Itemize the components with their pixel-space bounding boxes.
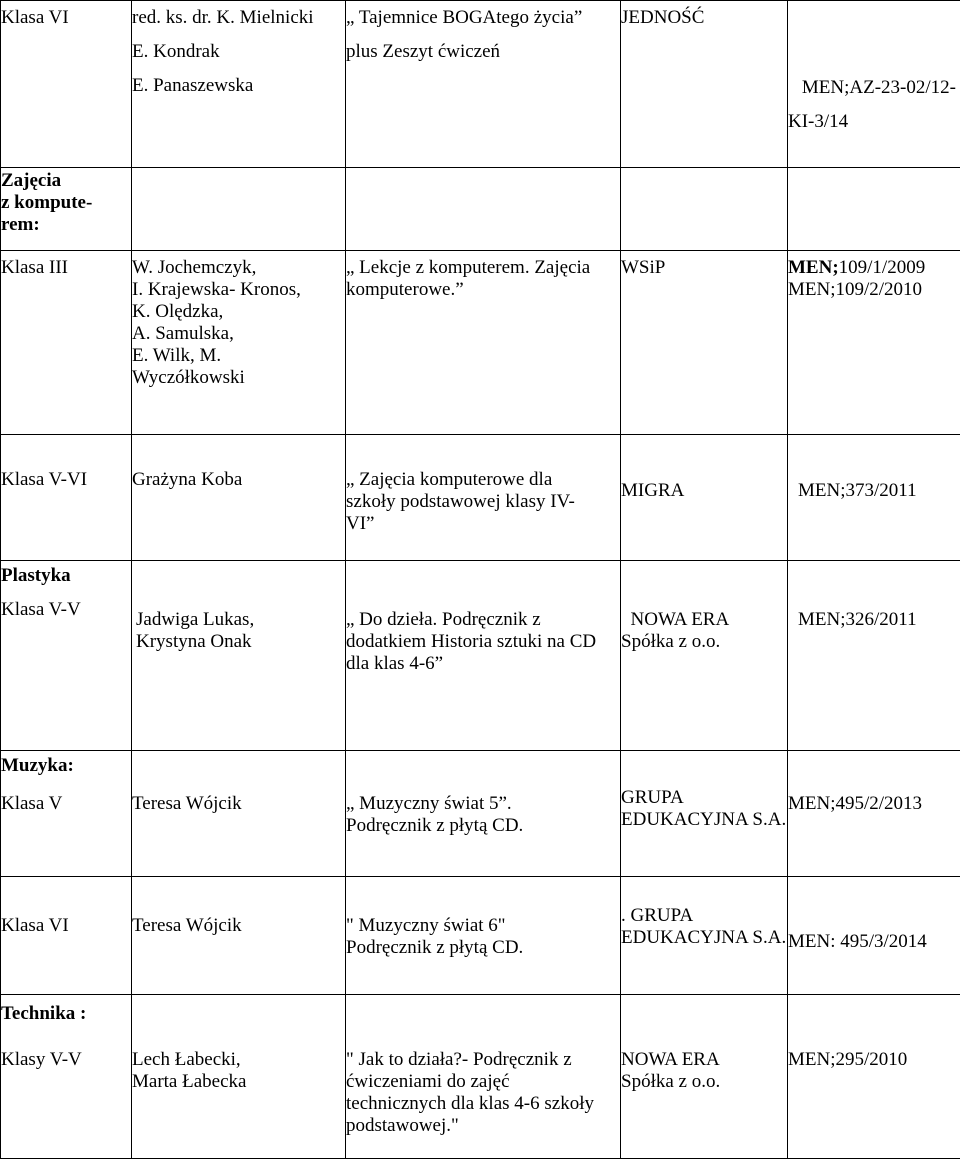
number-cell: MEN;AZ-23-02/12- KI-3/14 <box>788 1 960 168</box>
section-row <box>1 167 960 250</box>
publisher-cell: GRUPA EDUKACYJNA S.A. <box>621 751 788 877</box>
klasa-cell: Klasa V-VI <box>1 435 132 561</box>
authors-cell: Teresa Wójcik <box>132 877 346 995</box>
authors-cell: Grażyna Koba <box>132 435 346 561</box>
klasa-cell: Plastyka Klasa V-V <box>1 561 132 751</box>
section-label: Plastyka <box>1 565 71 587</box>
authors-cell: red. ks. dr. K. Mielnicki E. Kondrak E. Panaszewska <box>132 1 346 168</box>
section-label: Muzyka: <box>1 755 74 777</box>
title-cell: " Muzyczny świat 6" Podręcznik z płytą CD. <box>346 877 621 995</box>
klasa-cell: Klasa VI <box>1 1 132 168</box>
title-cell: „ Muzyczny świat 5”. Podręcznik z płytą CD. <box>346 751 621 877</box>
klasa-cell: Muzyka: Klasa V <box>1 751 132 877</box>
publisher-cell: JEDNOŚĆ <box>621 1 788 168</box>
section-label: Zajęcia z kompute- rem: <box>1 167 132 250</box>
table-row <box>1 1 960 168</box>
authors-cell: Teresa Wójcik <box>132 751 346 877</box>
authors-cell: W. Jochemczyk, I. Krajewska- Kronos, K. Olędzka, A. Samulska, E. Wilk, M. Wyczółkowski <box>132 251 346 435</box>
number-cell: MEN;295/2010 <box>788 995 960 1159</box>
authors-cell: Jadwiga Lukas, Krystyna Onak <box>132 561 346 751</box>
table-row <box>1 251 960 435</box>
title-cell: „ Lekcje z komputerem. Zajęcia komputerowe.” <box>346 251 621 435</box>
publisher-cell: NOWA ERA Spółka z o.o. <box>621 561 788 751</box>
title-cell: " Jak to działa?- Podręcznik z ćwiczeniami do zajęć technicznych dla klas 4-6 szkoły podstawowej." <box>346 995 621 1159</box>
publisher-cell: NOWA ERA Spółka z o.o. <box>621 995 788 1159</box>
klasa-cell: Technika : Klasy V-V <box>1 995 132 1159</box>
number-cell: MEN;373/2011 <box>788 435 960 561</box>
table-row <box>1 435 960 561</box>
publisher-cell: WSiP <box>621 251 788 435</box>
klasa-cell: Klasa VI <box>1 877 132 995</box>
table-row <box>1 561 960 751</box>
authors-cell: Lech Łabecki, Marta Łabecka <box>132 995 346 1159</box>
table-row <box>1 995 960 1159</box>
number-cell: MEN;326/2011 <box>788 561 960 751</box>
publisher-cell: MIGRA <box>621 435 788 561</box>
number-cell: MEN;109/1/2009 MEN;109/2/2010 <box>788 251 960 435</box>
title-cell: „ Zajęcia komputerowe dla szkoły podstawowej klasy IV- VI” <box>346 435 621 561</box>
title-cell: „ Tajemnice BOGAtego życia” plus Zeszyt ćwiczeń <box>346 1 621 168</box>
number-cell: MEN: 495/3/2014 <box>788 877 960 995</box>
klasa-cell: Klasa III <box>1 251 132 435</box>
publisher-cell: . GRUPA EDUKACYJNA S.A. <box>621 877 788 995</box>
section-label: Technika : <box>1 1003 87 1025</box>
table-row <box>1 751 960 877</box>
table-row <box>1 877 960 995</box>
number-cell: MEN;495/2/2013 <box>788 751 960 877</box>
title-cell: „ Do dzieła. Podręcznik z dodatkiem Historia sztuki na CD dla klas 4-6” <box>346 561 621 751</box>
